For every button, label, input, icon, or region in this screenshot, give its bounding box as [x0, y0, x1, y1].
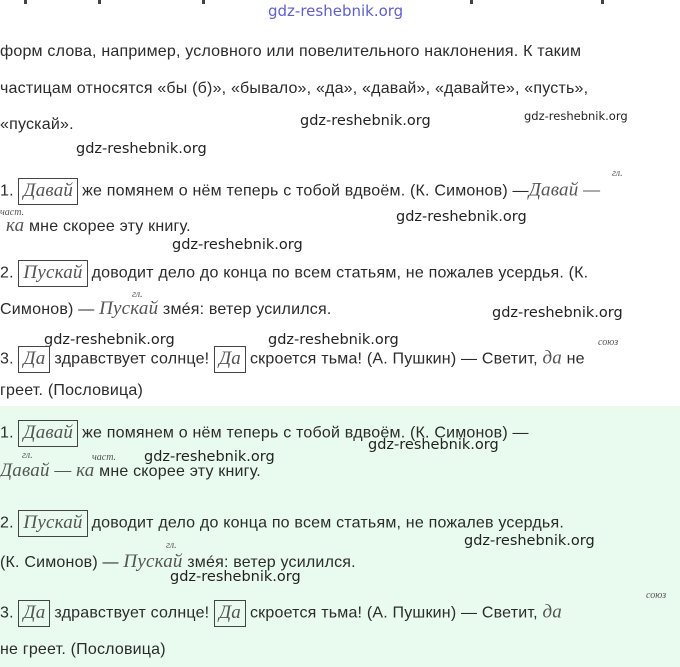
intro-line-1: форм слова, например, условного или повелительного наклонения. К таким	[0, 43, 582, 60]
watermark: gdz-reshebnik.org	[76, 141, 207, 157]
example-text: змéя: ветер усилился.	[162, 301, 332, 318]
example-text: скроется тьма! (А. Пушкин) — Светит,	[249, 604, 538, 622]
boxed-particle: Давай	[18, 178, 78, 205]
example-text: же помянем о нём теперь с тобой вдвоём. (К. Симонов) —	[82, 424, 529, 442]
boxed-particle: Пускай	[18, 510, 87, 537]
answer-example-3	[0, 600, 562, 627]
label-verb: гл.	[22, 450, 33, 461]
example-text: доводит дело до конца по всем статьям, не пожалев усердья.	[91, 514, 564, 532]
label-conjunction: союз	[598, 337, 619, 348]
boxed-particle: Да	[214, 346, 246, 373]
example-text: Симонов) —	[0, 301, 95, 318]
example-number: 2.	[0, 264, 14, 282]
example-2-cont	[0, 299, 331, 320]
dash: —	[583, 179, 601, 201]
example-number: 3.	[0, 604, 14, 622]
intro-line-3: «пускай».	[0, 116, 74, 133]
watermark: gdz-reshebnik.org	[492, 305, 623, 321]
example-text: не	[566, 350, 585, 368]
example-text: (К. Симонов) —	[0, 554, 119, 571]
boxed-particle: Да	[18, 346, 50, 373]
example-text: здравствует солнце!	[54, 350, 210, 368]
example-number: 2.	[0, 514, 14, 532]
verb-word: Пускай	[123, 551, 183, 572]
watermark: gdz-reshebnik.org	[300, 113, 431, 129]
particle-word: ка	[76, 460, 95, 481]
example-1-cont	[6, 216, 191, 237]
answer-example-3-cont: не греет. (Пословица)	[0, 641, 166, 658]
watermark: gdz-reshebnik.org	[396, 209, 527, 225]
watermark-top: gdz-reshebnik.org	[268, 2, 404, 20]
label-verb: гл.	[132, 289, 143, 300]
example-text: мне скорее эту книгу.	[28, 218, 191, 235]
watermark: gdz-reshebnik.org	[172, 237, 303, 253]
verb-word: Давай	[0, 460, 50, 481]
verb-word: Пускай	[99, 298, 159, 319]
boxed-particle: Давай	[18, 420, 78, 447]
example-text: скроется тьма! (А. Пушкин) — Светит,	[249, 350, 538, 368]
watermark: gdz-reshebnik.org	[144, 449, 275, 465]
example-number: 1.	[0, 182, 14, 200]
watermark: gdz-reshebnik.org	[464, 533, 595, 549]
example-3-cont: греет. (Пословица)	[0, 382, 144, 399]
dash: —	[54, 460, 72, 481]
example-text: здравствует солнце!	[54, 604, 210, 622]
boxed-particle: Да	[18, 600, 50, 627]
conjunction-word: да	[542, 601, 562, 623]
particle-word: ка	[6, 215, 25, 236]
watermark: gdz-reshebnik.org	[368, 437, 499, 453]
watermark: gdz-reshebnik.org	[268, 332, 399, 348]
example-number: 3.	[0, 350, 14, 368]
example-text: змéя: ветер усилился.	[187, 554, 356, 571]
example-number: 1.	[0, 424, 14, 442]
example-1	[0, 178, 600, 205]
verb-word: Давай	[528, 179, 579, 201]
label-particle: част.	[92, 452, 117, 463]
example-text: мне скорее эту книгу.	[99, 463, 261, 480]
example-text: же помянем о нём теперь с тобой вдвоём. (К. Симонов) —	[82, 182, 529, 200]
label-particle: част.	[0, 207, 25, 218]
label-verb: гл.	[166, 540, 177, 551]
label-conjunction: союз	[646, 590, 667, 601]
answer-example-1-cont	[0, 461, 261, 482]
watermark: gdz-reshebnik.org	[44, 332, 175, 348]
conjunction-word: да	[542, 347, 562, 369]
boxed-particle: Да	[214, 600, 246, 627]
label-verb: гл.	[612, 168, 623, 179]
example-text: доводит дело до конца по всем статьям, не пожалев усердья. (К.	[91, 264, 589, 282]
example-3	[0, 346, 585, 373]
example-2	[0, 260, 588, 287]
watermark: gdz-reshebnik.org	[524, 109, 628, 123]
boxed-particle: Пускай	[18, 260, 87, 287]
watermark: gdz-reshebnik.org	[170, 569, 301, 585]
intro-line-2: частицам относятся «бы (б)», «бывало», «да», «давай», «давайте», «пусть»,	[0, 80, 589, 97]
